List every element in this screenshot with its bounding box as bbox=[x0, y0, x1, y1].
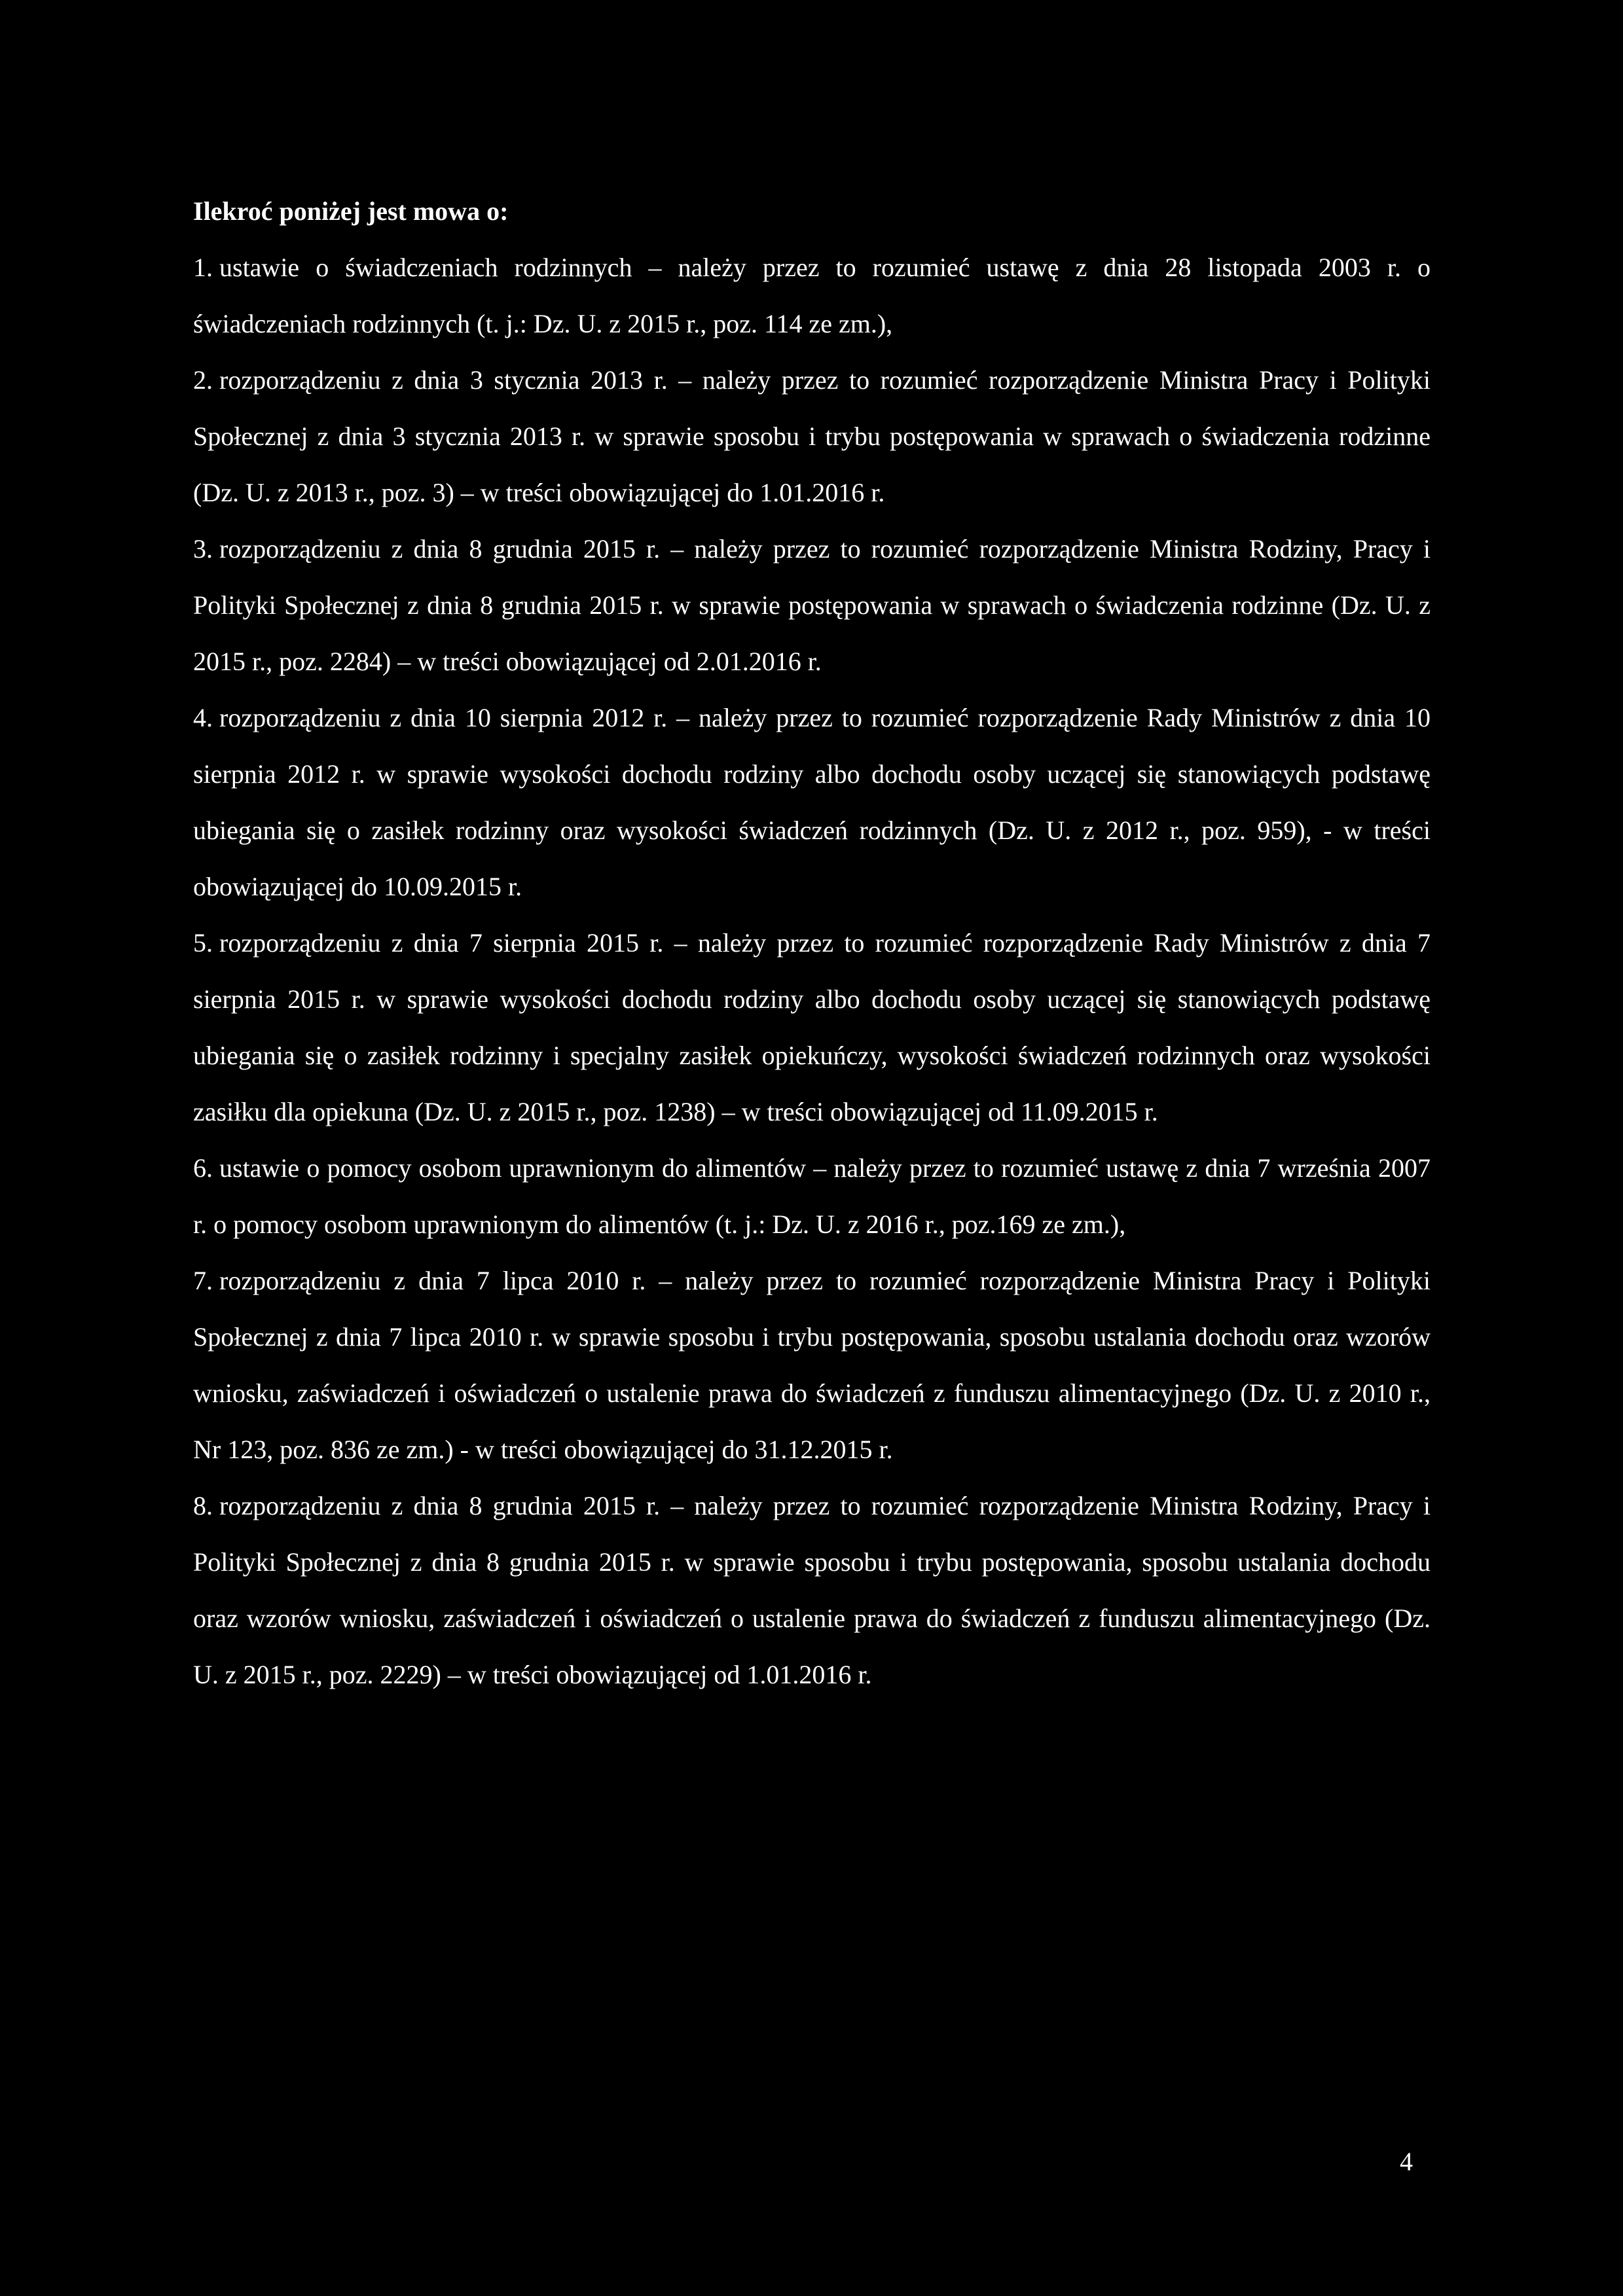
list-item bbox=[193, 915, 1431, 1140]
list-item-number: 5. bbox=[193, 928, 213, 958]
list-item bbox=[193, 240, 1431, 352]
list-item-number: 6. bbox=[193, 1153, 213, 1183]
list-item-number: 3. bbox=[193, 534, 213, 564]
list-item bbox=[193, 1253, 1431, 1478]
list-item-text: rozporządzeniu z dnia 3 stycznia 2013 r. – należy przez to rozumieć rozporządzenie Ministra Pracy i Polityki Społecznej z dnia 3 stycznia 2013 r. w sprawie sposobu i trybu postępowania w sprawach o świadczenia rodzinne (Dz. U. z 2013 r., poz. 3) – w treści obowiązującej do 1.01.2016 r. bbox=[193, 365, 1431, 507]
page-number: 4 bbox=[1400, 2147, 1413, 2176]
list-item-text: rozporządzeniu z dnia 7 lipca 2010 r. – należy przez to rozumieć rozporządzenie Ministra Pracy i Polityki Społecznej z dnia 7 lipca 2010 r. w sprawie sposobu i trybu postępowania, sposobu ustalania dochodu oraz wzorów wniosku, zaświadczeń i oświadczeń o ustalenie prawa do świadczeń z funduszu alimentacyjnego (Dz. U. z 2010 r., Nr 123, poz. 836 ze zm.) - w treści obowiązującej do 31.12.2015 r. bbox=[193, 1266, 1431, 1464]
list-item-number: 8. bbox=[193, 1491, 213, 1520]
list-item-text: ustawie o pomocy osobom uprawnionym do alimentów – należy przez to rozumieć ustawę z dnia 7 września 2007 r. o pomocy osobom uprawnionym do alimentów (t. j.: Dz. U. z 2016 r., poz.169 ze zm.), bbox=[193, 1153, 1431, 1239]
document-heading: Ilekroć poniżej jest mowa o: bbox=[193, 196, 509, 226]
list-item-text: ustawie o świadczeniach rodzinnych – należy przez to rozumieć ustawę z dnia 28 listopada 2003 r. o świadczeniach rodzinnych (t. j.: Dz. U. z 2015 r., poz. 114 ze zm.), bbox=[193, 253, 1431, 338]
list-item bbox=[193, 1140, 1431, 1253]
list-item-text: rozporządzeniu z dnia 8 grudnia 2015 r. – należy przez to rozumieć rozporządzenie Ministra Rodziny, Pracy i Polityki Społecznej z dnia 8 grudnia 2015 r. w sprawie sposobu i trybu postępowania, sposobu ustalania dochodu oraz wzorów wniosku, zaświadczeń i oświadczeń o ustalenie prawa do świadczeń z funduszu alimentacyjnego (Dz. U. z 2015 r., poz. 2229) – w treści obowiązującej od 1.01.2016 r. bbox=[193, 1491, 1431, 1689]
list-item-number: 7. bbox=[193, 1266, 213, 1295]
list-item-text: rozporządzeniu z dnia 10 sierpnia 2012 r. – należy przez to rozumieć rozporządzenie Rady Ministrów z dnia 10 sierpnia 2012 r. w sprawie wysokości dochodu rodziny albo dochodu osoby uczącej się stanowiących podstawę ubiegania się o zasiłek rodzinny oraz wysokości świadczeń rodzinnych (Dz. U. z 2012 r., poz. 959), - w treści obowiązującej do 10.09.2015 r. bbox=[193, 703, 1431, 901]
list-item-number: 4. bbox=[193, 703, 213, 732]
list-item bbox=[193, 521, 1431, 690]
document-body bbox=[193, 183, 1431, 1703]
list-item-number: 1. bbox=[193, 253, 213, 282]
list-item-number: 2. bbox=[193, 365, 213, 395]
list-item bbox=[193, 1478, 1431, 1703]
list-item bbox=[193, 352, 1431, 521]
list-item-text: rozporządzeniu z dnia 7 sierpnia 2015 r. – należy przez to rozumieć rozporządzenie Rady Ministrów z dnia 7 sierpnia 2015 r. w sprawie wysokości dochodu rodziny albo dochodu osoby uczącej się stanowiących podstawę ubiegania się o zasiłek rodzinny i specjalny zasiłek opiekuńczy, wysokości świadczeń rodzinnych oraz wysokości zasiłku dla opiekuna (Dz. U. z 2015 r., poz. 1238) – w treści obowiązującej od 11.09.2015 r. bbox=[193, 928, 1431, 1126]
list-item-text: rozporządzeniu z dnia 8 grudnia 2015 r. – należy przez to rozumieć rozporządzenie Ministra Rodziny, Pracy i Polityki Społecznej z dnia 8 grudnia 2015 r. w sprawie postępowania w sprawach o świadczenia rodzinne (Dz. U. z 2015 r., poz. 2284) – w treści obowiązującej od 2.01.2016 r. bbox=[193, 534, 1431, 676]
list-item bbox=[193, 690, 1431, 915]
